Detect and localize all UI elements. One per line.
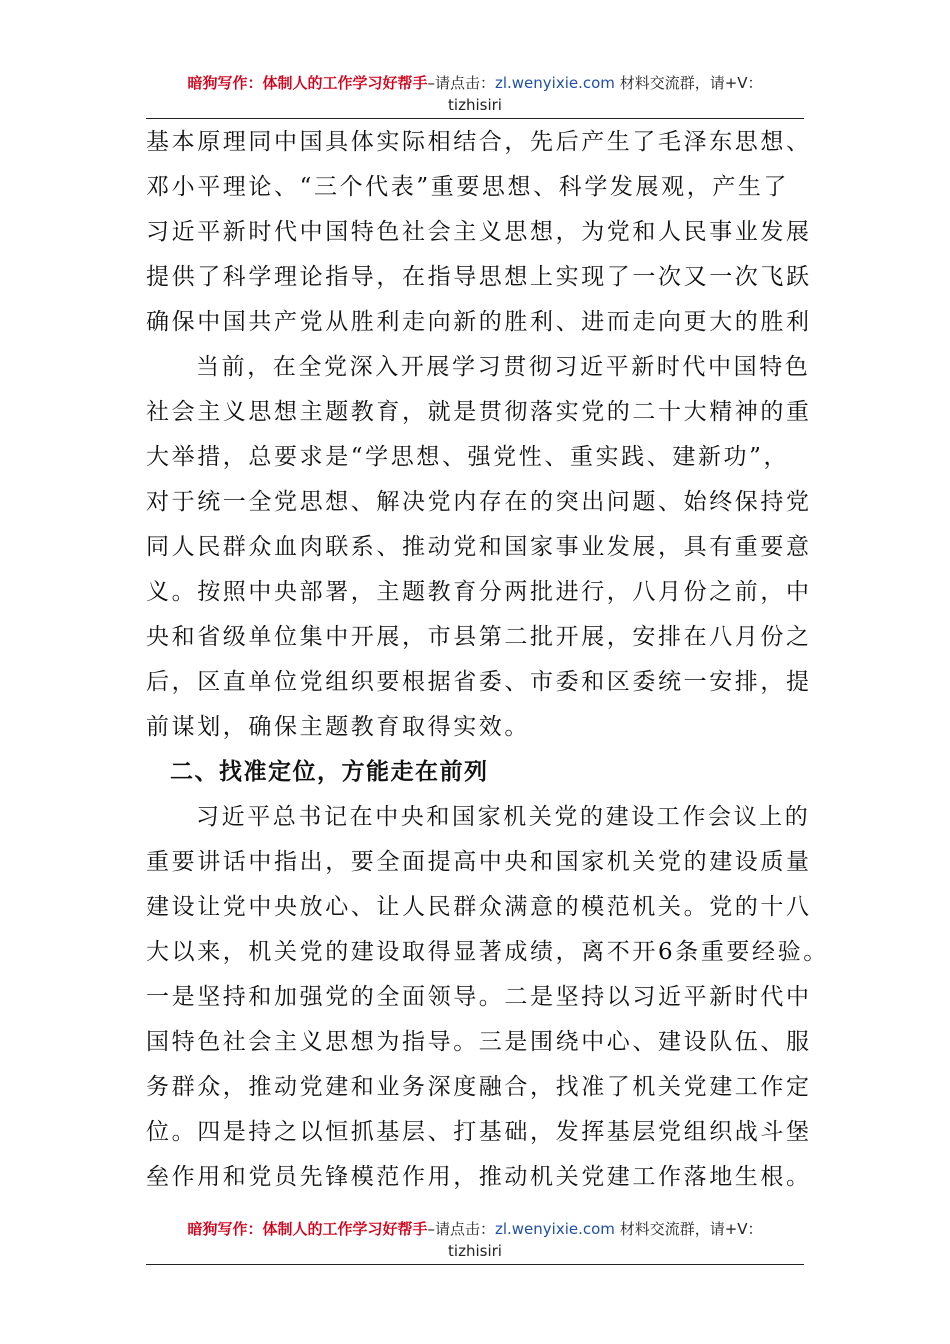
header-tail: 材料交流群，请+V： [614,74,763,92]
header-line [146,72,804,94]
header-link[interactable]: zl.wenyixie.com [494,74,615,92]
footer-line [146,1218,804,1240]
body-line: 垒作用和党员先锋模范作用，推动机关党建工作落地生根。 [146,1164,812,1190]
body-line: 同人民群众血肉联系、推动党和国家事业发展，具有重要意 [146,534,812,560]
body-line: 大以来，机关党的建设取得显著成绩，离不开6条重要经验。 [146,939,829,965]
page-header [146,72,804,116]
body-line: 央和省级单位集中开展，市县第二批开展，安排在八月份之 [146,624,812,650]
body-line: 对于统一全党思想、解决党内存在的突出问题、始终保持党 [146,489,812,515]
body-line: 后，区直单位党组织要根据省委、市委和区委统一安排，提 [146,669,812,695]
body-line: 基本原理同中国具体实际相结合，先后产生了毛泽东思想、 [146,129,812,155]
page-footer [146,1218,804,1262]
body-line: 国特色社会主义思想为指导。三是围绕中心、建设队伍、服 [146,1029,812,1055]
section-heading: 二、找准定位，方能走在前列 [170,759,489,785]
body-line: 确保中国共产党从胜利走向新的胜利、进而走向更大的胜利 [146,309,812,335]
body-line: 建设让党中央放心、让人民群众满意的模范机关。党的十八 [146,894,812,920]
header-divider [146,118,804,119]
body-line: 大举措，总要求是“学思想、强党性、重实践、建新功”， [146,444,790,470]
body-line: 前谋划，确保主题教育取得实效。 [146,714,530,740]
document-body [146,120,829,1200]
body-line: 一是坚持和加强党的全面领导。二是坚持以习近平新时代中 [146,984,812,1010]
footer-prompt: –请点击： [427,1220,495,1238]
body-line: 邓小平理论、“三个代表”重要思想、科学发展观，产生了 [146,174,790,200]
footer-divider [146,1264,804,1265]
body-line: 义。按照中央部署，主题教育分两批进行，八月份之前，中 [146,579,812,605]
paragraph-start-line: 习近平总书记在中央和国家机关党的建设工作会议上的 [196,804,811,830]
footer-brand: 暗狗写作：体制人的工作学习好帮手 [187,1220,428,1238]
body-line: 务群众，推动党建和业务深度融合，找准了机关党建工作定 [146,1074,812,1100]
footer-tail: 材料交流群，请+V： [614,1220,763,1238]
footer-wechat: tizhisiri [448,1242,502,1260]
body-line: 提供了科学理论指导，在指导思想上实现了一次又一次飞跃 [146,264,812,290]
header-wechat: tizhisiri [448,96,502,114]
body-line: 重要讲话中指出，要全面提高中央和国家机关党的建设质量 [146,849,812,875]
header-brand: 暗狗写作：体制人的工作学习好帮手 [187,74,428,92]
body-line: 社会主义思想主题教育，就是贯彻落实党的二十大精神的重 [146,399,812,425]
paragraph-start-line: 当前，在全党深入开展学习贯彻习近平新时代中国特色 [196,354,811,380]
body-line: 位。四是持之以恒抓基层、打基础，发挥基层党组织战斗堡 [146,1119,812,1145]
footer-link[interactable]: zl.wenyixie.com [494,1220,615,1238]
header-prompt: –请点击： [427,74,495,92]
body-line: 习近平新时代中国特色社会主义思想，为党和人民事业发展 [146,219,812,245]
